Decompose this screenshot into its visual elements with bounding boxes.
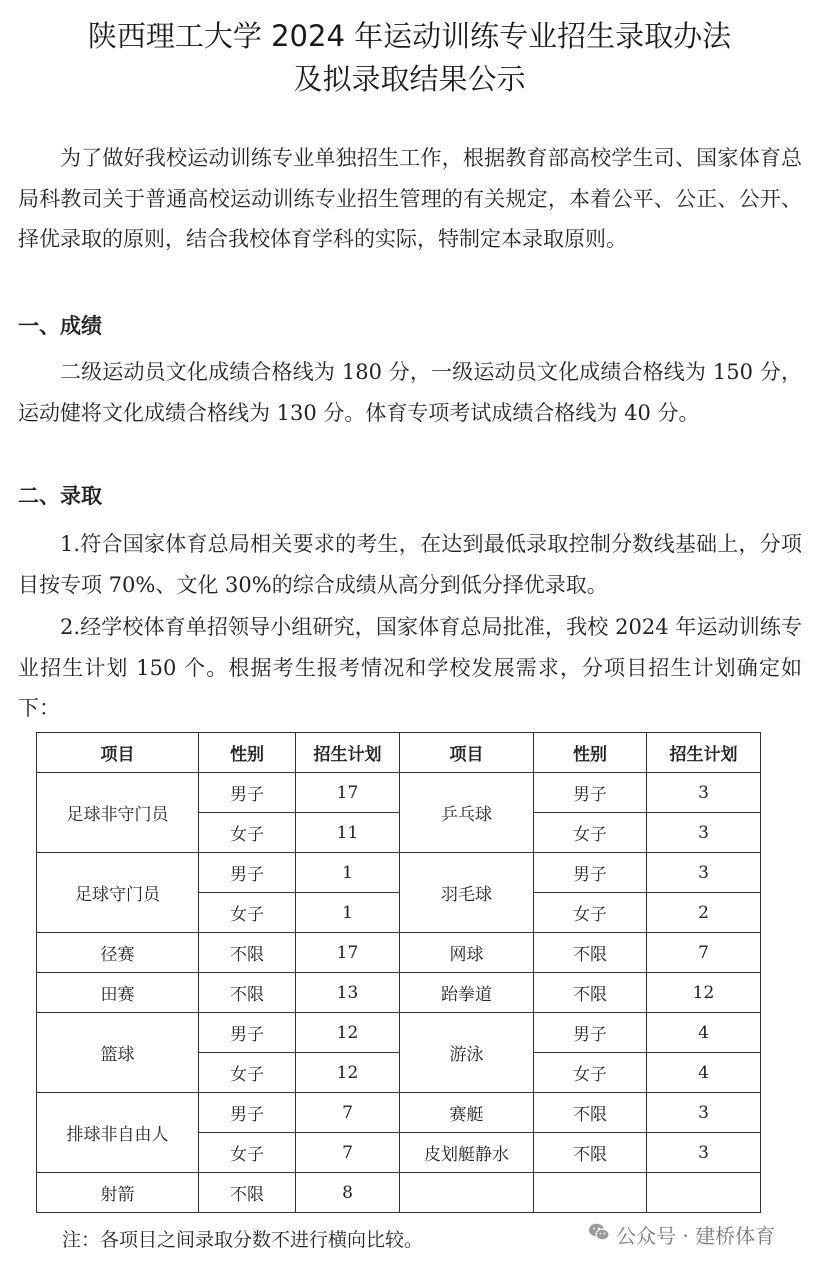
header-cell: 性别: [199, 733, 296, 773]
sport-name: 田赛: [37, 973, 199, 1013]
header-cell: 招生计划: [296, 733, 400, 773]
quota-cell: 7: [296, 1133, 400, 1173]
table-note: 注：各项目之间录取分数不进行横向比较。: [62, 1229, 424, 1251]
quota-cell: 8: [296, 1173, 400, 1213]
sport-name: 皮划艇静水: [400, 1133, 534, 1173]
quota-cell: 2: [647, 893, 761, 933]
table-row: [37, 1013, 761, 1053]
gender-cell: 女子: [534, 893, 647, 933]
gender-cell: 男子: [199, 773, 296, 813]
empty-cell: [647, 1173, 761, 1213]
table-header-row: [37, 733, 761, 773]
gender-cell: 女子: [534, 1053, 647, 1093]
sport-name: 游泳: [400, 1013, 534, 1093]
gender-cell: 不限: [534, 933, 647, 973]
intro-paragraph: 为了做好我校运动训练专业单独招生工作，根据教育部高校学生司、国家体育总局科教司关于普通高校运动训练专业招生管理的有关规定，本着公平、公正、公开、择优录取的原则，结合我校体育学科的实际，特制定本录取原则。: [18, 146, 802, 251]
quota-cell: 12: [296, 1053, 400, 1093]
header-cell: 项目: [400, 733, 534, 773]
quota-cell: 3: [647, 773, 761, 813]
sport-name: 网球: [400, 933, 534, 973]
quota-cell: 1: [296, 893, 400, 933]
quota-cell: 17: [296, 933, 400, 973]
sport-name: 跆拳道: [400, 973, 534, 1013]
sport-name: 篮球: [37, 1013, 199, 1093]
table-row: [37, 1173, 761, 1213]
sport-name: 足球非守门员: [37, 773, 199, 853]
gender-cell: 男子: [534, 853, 647, 893]
header-cell: 招生计划: [647, 733, 761, 773]
quota-cell: 3: [647, 1093, 761, 1133]
quota-cell: 7: [296, 1093, 400, 1133]
section-heading-scores: 一、成绩: [18, 314, 102, 338]
quota-cell: 3: [647, 813, 761, 853]
gender-cell: 男子: [534, 1013, 647, 1053]
quota-cell: 12: [296, 1013, 400, 1053]
page-subtitle: 及拟录取结果公示: [293, 62, 526, 96]
quota-cell: 13: [296, 973, 400, 1013]
sport-name: 径赛: [37, 933, 199, 973]
header-cell: 项目: [37, 733, 199, 773]
gender-cell: 不限: [534, 973, 647, 1013]
enrollment-plan-table: [36, 732, 761, 1213]
gender-cell: 男子: [534, 773, 647, 813]
quota-cell: 7: [647, 933, 761, 973]
gender-cell: 不限: [199, 1173, 296, 1213]
sport-name: 排球非自由人: [37, 1093, 199, 1173]
gender-cell: 女子: [199, 1053, 296, 1093]
header-cell: 性别: [534, 733, 647, 773]
empty-cell: [534, 1173, 647, 1213]
quota-cell: 3: [647, 853, 761, 893]
page-title: 陕西理工大学 2024 年运动训练专业招生录取办法: [87, 19, 732, 53]
wechat-icon: [588, 1222, 610, 1247]
sport-name: 乒乓球: [400, 773, 534, 853]
gender-cell: 不限: [199, 933, 296, 973]
gender-cell: 女子: [199, 813, 296, 853]
admission-rule-paragraph: 1.符合国家体育总局相关要求的考生，在达到最低录取控制分数线基础上，分项目按专项 70%、文化 30%的综合成绩从高分到低分择优录取。: [18, 532, 802, 597]
quota-cell: 17: [296, 773, 400, 813]
quota-cell: 4: [647, 1013, 761, 1053]
gender-cell: 不限: [534, 1133, 647, 1173]
empty-cell: [400, 1173, 534, 1213]
watermark-text: 公众号 · 建桥体育: [616, 1224, 776, 1248]
gender-cell: 女子: [199, 893, 296, 933]
gender-cell: 男子: [199, 1093, 296, 1133]
section-heading-admission: 二、录取: [18, 484, 102, 508]
quota-cell: 4: [647, 1053, 761, 1093]
enrollment-plan-paragraph: 2.经学校体育单招领导小组研究，国家体育总局批准，我校 2024 年运动训练专业招生计划 150 个。根据考生报考情况和学校发展需求，分项目招生计划确定如下：: [18, 615, 802, 720]
sport-name: 射箭: [37, 1173, 199, 1213]
quota-cell: 12: [647, 973, 761, 1013]
quota-cell: 11: [296, 813, 400, 853]
sport-name: 足球守门员: [37, 853, 199, 933]
watermark: [588, 1220, 775, 1249]
quota-cell: 1: [296, 853, 400, 893]
sport-name: 羽毛球: [400, 853, 534, 933]
gender-cell: 女子: [534, 813, 647, 853]
table-row: [37, 933, 761, 973]
quota-cell: 3: [647, 1133, 761, 1173]
scores-paragraph: 二级运动员文化成绩合格线为 180 分，一级运动员文化成绩合格线为 150 分，运动健将文化成绩合格线为 130 分。体育专项考试成绩合格线为 40 分。: [18, 360, 802, 425]
table-row: [37, 973, 761, 1013]
table-row: [37, 773, 761, 813]
table-row: [37, 853, 761, 893]
gender-cell: 男子: [199, 853, 296, 893]
sport-name: 赛艇: [400, 1093, 534, 1133]
gender-cell: 不限: [534, 1093, 647, 1133]
gender-cell: 不限: [199, 973, 296, 1013]
gender-cell: 女子: [199, 1133, 296, 1173]
table-row: [37, 1093, 761, 1133]
gender-cell: 男子: [199, 1013, 296, 1053]
